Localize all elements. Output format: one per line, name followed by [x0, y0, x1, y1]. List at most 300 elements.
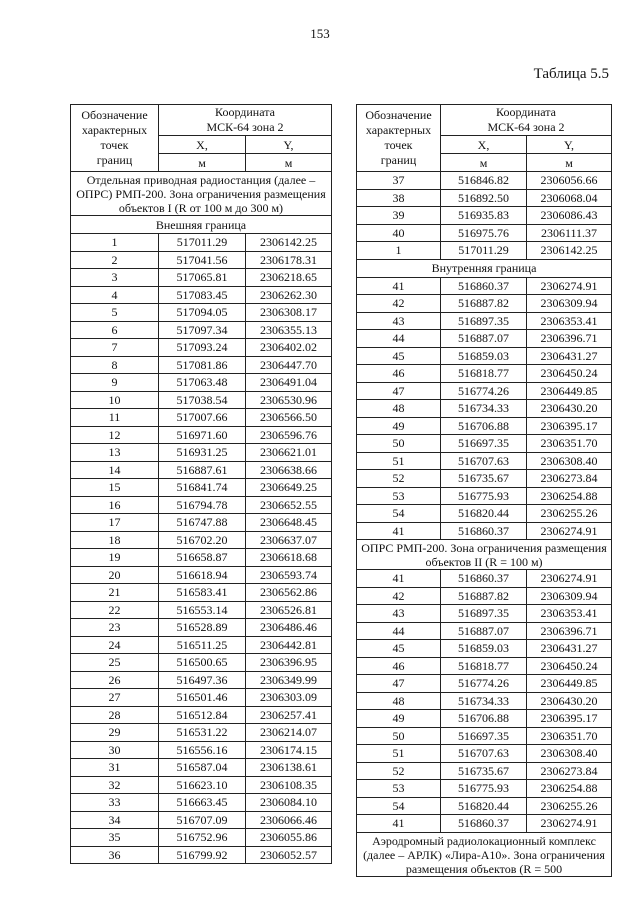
- y-coordinate-cell: 2306449.85: [527, 382, 612, 400]
- x-coordinate-cell: 516860.37: [441, 522, 527, 540]
- table-row: [357, 780, 612, 798]
- point-id-cell: 40: [357, 224, 441, 242]
- point-id-cell: 17: [71, 514, 159, 532]
- point-id-cell: 23: [71, 619, 159, 637]
- table-row: [71, 269, 332, 287]
- point-id-cell: 42: [357, 295, 441, 313]
- y-coordinate-cell: 2306355.13: [246, 321, 332, 339]
- x-coordinate-cell: 516892.50: [441, 189, 527, 207]
- x-coordinate-cell: 516618.94: [159, 566, 246, 584]
- section-title: Отдельная приводная радиостанция (далее – ОПРС) РМП-200. Зона ограничения размещения объектов I (R от 100 м до 300 м): [71, 172, 332, 216]
- point-id-cell: 30: [71, 741, 159, 759]
- y-header: Y,: [527, 136, 612, 154]
- y-coordinate-cell: 2306142.25: [246, 234, 332, 252]
- point-id-cell: 16: [71, 496, 159, 514]
- table-row: [71, 636, 332, 654]
- table-row: [71, 846, 332, 864]
- y-coordinate-cell: 2306596.76: [246, 426, 332, 444]
- x-coordinate-cell: 516799.92: [159, 846, 246, 864]
- table-row: [357, 522, 612, 540]
- table-row: [71, 409, 332, 427]
- table-row: [71, 234, 332, 252]
- point-id-cell: 47: [357, 675, 441, 693]
- table-row: [357, 710, 612, 728]
- x-coordinate-cell: 516702.20: [159, 531, 246, 549]
- x-coordinate-cell: 516935.83: [441, 207, 527, 225]
- table-row: [357, 605, 612, 623]
- x-coordinate-cell: 516887.07: [441, 330, 527, 348]
- x-coordinate-cell: 516846.82: [441, 172, 527, 190]
- point-id-cell: 7: [71, 339, 159, 357]
- y-coordinate-cell: 2306442.81: [246, 636, 332, 654]
- x-coordinate-cell: 516775.93: [441, 780, 527, 798]
- table-row: [357, 452, 612, 470]
- y-coordinate-cell: 2306056.66: [527, 172, 612, 190]
- table-row: [357, 622, 612, 640]
- y-coordinate-cell: 2306621.01: [246, 444, 332, 462]
- point-id-cell: 2: [71, 251, 159, 269]
- table-row: [357, 347, 612, 365]
- y-coordinate-cell: 2306449.85: [527, 675, 612, 693]
- point-id-cell: 24: [71, 636, 159, 654]
- y-coordinate-cell: 2306309.94: [527, 587, 612, 605]
- point-id-cell: 6: [71, 321, 159, 339]
- y-coordinate-cell: 2306450.24: [527, 657, 612, 675]
- table-row: [357, 745, 612, 763]
- table-row: [71, 776, 332, 794]
- point-id-cell: 3: [71, 269, 159, 287]
- point-id-cell: 45: [357, 640, 441, 658]
- table-row: [357, 487, 612, 505]
- point-id-cell: 41: [357, 570, 441, 588]
- table-row: [357, 692, 612, 710]
- table-row: [357, 762, 612, 780]
- point-id-cell: 48: [357, 692, 441, 710]
- table-row: [357, 382, 612, 400]
- x-coordinate-cell: 516663.45: [159, 794, 246, 812]
- y-coordinate-cell: 2306431.27: [527, 640, 612, 658]
- point-id-cell: 11: [71, 409, 159, 427]
- table-row: [357, 417, 612, 435]
- point-id-cell: 52: [357, 470, 441, 488]
- x-coordinate-cell: 517011.29: [441, 242, 527, 260]
- x-coordinate-cell: 516860.37: [441, 815, 527, 833]
- x-coordinate-cell: 516707.09: [159, 811, 246, 829]
- x-coordinate-cell: 516775.93: [441, 487, 527, 505]
- x-coordinate-cell: 516658.87: [159, 549, 246, 567]
- y-coordinate-cell: 2306395.17: [527, 417, 612, 435]
- point-id-cell: 26: [71, 671, 159, 689]
- y-coordinate-cell: 2306396.71: [527, 622, 612, 640]
- y-coordinate-cell: 2306254.88: [527, 780, 612, 798]
- point-id-cell: 15: [71, 479, 159, 497]
- point-id-cell: 12: [71, 426, 159, 444]
- y-coordinate-cell: 2306353.41: [527, 312, 612, 330]
- x-coordinate-cell: 516971.60: [159, 426, 246, 444]
- y-coordinate-cell: 2306274.91: [527, 522, 612, 540]
- y-coordinate-cell: 2306530.96: [246, 391, 332, 409]
- table-row: [71, 531, 332, 549]
- table-row: [357, 657, 612, 675]
- x-coordinate-cell: 516774.26: [441, 382, 527, 400]
- x-coordinate-cell: 516735.67: [441, 470, 527, 488]
- point-id-cell: 50: [357, 435, 441, 453]
- y-coordinate-cell: 2306430.20: [527, 692, 612, 710]
- y-coordinate-cell: 2306450.24: [527, 365, 612, 383]
- table-row: [71, 304, 332, 322]
- point-id-cell: 39: [357, 207, 441, 225]
- point-id-cell: 54: [357, 797, 441, 815]
- table-row: [71, 426, 332, 444]
- table-row: [71, 741, 332, 759]
- y-coordinate-cell: 2306066.46: [246, 811, 332, 829]
- table-row: [357, 505, 612, 523]
- x-coordinate-cell: 516818.77: [441, 657, 527, 675]
- point-id-cell: 31: [71, 759, 159, 777]
- point-id-cell: 20: [71, 566, 159, 584]
- table-row: [71, 286, 332, 304]
- point-id-cell: 4: [71, 286, 159, 304]
- table-row: [357, 365, 612, 383]
- table-row: [71, 374, 332, 392]
- x-coordinate-cell: 517065.81: [159, 269, 246, 287]
- x-header: X,: [159, 136, 246, 154]
- point-id-cell: 51: [357, 452, 441, 470]
- y-coordinate-cell: 2306486.46: [246, 619, 332, 637]
- y-coordinate-cell: 2306142.25: [527, 242, 612, 260]
- point-id-cell: 22: [71, 601, 159, 619]
- point-id-cell: 27: [71, 689, 159, 707]
- y-coordinate-cell: 2306652.55: [246, 496, 332, 514]
- x-coordinate-cell: 516707.63: [441, 745, 527, 763]
- table-row: [357, 295, 612, 313]
- x-coordinate-cell: 516697.35: [441, 435, 527, 453]
- table-row: [71, 601, 332, 619]
- x-coordinate-cell: 516531.22: [159, 724, 246, 742]
- point-id-cell: 38: [357, 189, 441, 207]
- x-coordinate-cell: 517007.66: [159, 409, 246, 427]
- y-header: Y,: [246, 136, 332, 154]
- coordinate-header: Координата МСК-64 зона 2: [159, 105, 332, 136]
- x-coordinate-cell: 516511.25: [159, 636, 246, 654]
- y-coordinate-cell: 2306431.27: [527, 347, 612, 365]
- table-row: [71, 566, 332, 584]
- x-coordinate-cell: 516887.82: [441, 587, 527, 605]
- table-row: [71, 671, 332, 689]
- x-coordinate-cell: 516887.07: [441, 622, 527, 640]
- y-coordinate-cell: 2306308.40: [527, 452, 612, 470]
- point-id-cell: 10: [71, 391, 159, 409]
- x-coordinate-cell: 516859.03: [441, 640, 527, 658]
- y-coordinate-cell: 2306254.88: [527, 487, 612, 505]
- point-id-cell: 32: [71, 776, 159, 794]
- x-coordinate-cell: 517093.24: [159, 339, 246, 357]
- x-coordinate-cell: 516752.96: [159, 829, 246, 847]
- point-id-cell: 33: [71, 794, 159, 812]
- table-row: [357, 242, 612, 260]
- y-coordinate-cell: 2306396.71: [527, 330, 612, 348]
- table-row: [357, 470, 612, 488]
- subsection-title: Внешняя граница: [71, 216, 332, 234]
- designation-header: Обозначение характерных точек границ: [357, 105, 441, 172]
- table-row: [71, 356, 332, 374]
- x-coordinate-cell: 516774.26: [441, 675, 527, 693]
- point-id-cell: 50: [357, 727, 441, 745]
- x-coordinate-cell: 516859.03: [441, 347, 527, 365]
- arlk-title: Аэродромный радиолокационный комплекс (далее – АРЛК) «Лира-А10». Зона ограничения размещения объектов (R = 500: [357, 832, 612, 876]
- x-coordinate-cell: 516820.44: [441, 797, 527, 815]
- table-row: [357, 189, 612, 207]
- y-coordinate-cell: 2306273.84: [527, 470, 612, 488]
- y-coordinate-cell: 2306402.02: [246, 339, 332, 357]
- x-coordinate-cell: 516706.88: [441, 710, 527, 728]
- y-coordinate-cell: 2306257.41: [246, 706, 332, 724]
- x-coordinate-cell: 516931.25: [159, 444, 246, 462]
- table-row: [71, 706, 332, 724]
- x-coordinate-cell: 516707.63: [441, 452, 527, 470]
- y-coordinate-cell: 2306255.26: [527, 505, 612, 523]
- point-id-cell: 49: [357, 417, 441, 435]
- table-row: [71, 391, 332, 409]
- table-row: [357, 400, 612, 418]
- point-id-cell: 18: [71, 531, 159, 549]
- x-coordinate-cell: 516860.37: [441, 570, 527, 588]
- y-coordinate-cell: 2306491.04: [246, 374, 332, 392]
- point-id-cell: 48: [357, 400, 441, 418]
- table-row: [71, 619, 332, 637]
- x-coordinate-cell: 516623.10: [159, 776, 246, 794]
- table-row: [357, 277, 612, 295]
- point-id-cell: 37: [357, 172, 441, 190]
- x-coordinate-cell: 517081.86: [159, 356, 246, 374]
- y-coordinate-cell: 2306308.17: [246, 304, 332, 322]
- y-unit: м: [527, 154, 612, 172]
- y-coordinate-cell: 2306351.70: [527, 727, 612, 745]
- table-row: [71, 461, 332, 479]
- y-coordinate-cell: 2306593.74: [246, 566, 332, 584]
- y-coordinate-cell: 2306108.35: [246, 776, 332, 794]
- y-coordinate-cell: 2306396.95: [246, 654, 332, 672]
- x-coordinate-cell: 516553.14: [159, 601, 246, 619]
- x-coordinate-cell: 516497.36: [159, 671, 246, 689]
- point-id-cell: 13: [71, 444, 159, 462]
- table-row: [71, 811, 332, 829]
- y-coordinate-cell: 2306562.86: [246, 584, 332, 602]
- point-id-cell: 19: [71, 549, 159, 567]
- table-row: [357, 224, 612, 242]
- table-row: [71, 479, 332, 497]
- x-coordinate-cell: 517038.54: [159, 391, 246, 409]
- table-row: [357, 675, 612, 693]
- table-row: [71, 724, 332, 742]
- point-id-cell: 49: [357, 710, 441, 728]
- x-coordinate-cell: 517063.48: [159, 374, 246, 392]
- point-id-cell: 53: [357, 487, 441, 505]
- y-coordinate-cell: 2306638.66: [246, 461, 332, 479]
- coordinates-table-left: [70, 104, 332, 864]
- table-row: [357, 640, 612, 658]
- point-id-cell: 35: [71, 829, 159, 847]
- point-id-cell: 36: [71, 846, 159, 864]
- x-coordinate-cell: 516747.88: [159, 514, 246, 532]
- table-row: [71, 251, 332, 269]
- y-coordinate-cell: 2306526.81: [246, 601, 332, 619]
- x-coordinate-cell: 516528.89: [159, 619, 246, 637]
- point-id-cell: 1: [71, 234, 159, 252]
- y-coordinate-cell: 2306274.91: [527, 570, 612, 588]
- point-id-cell: 29: [71, 724, 159, 742]
- x-unit: м: [441, 154, 527, 172]
- x-coordinate-cell: 517041.56: [159, 251, 246, 269]
- point-id-cell: 43: [357, 605, 441, 623]
- x-coordinate-cell: 516975.76: [441, 224, 527, 242]
- x-coordinate-cell: 517083.45: [159, 286, 246, 304]
- y-coordinate-cell: 2306255.26: [527, 797, 612, 815]
- table-row: [357, 330, 612, 348]
- x-coordinate-cell: 516794.78: [159, 496, 246, 514]
- y-coordinate-cell: 2306637.07: [246, 531, 332, 549]
- y-coordinate-cell: 2306274.91: [527, 815, 612, 833]
- table-row: [71, 584, 332, 602]
- x-coordinate-cell: 516897.35: [441, 312, 527, 330]
- y-coordinate-cell: 2306353.41: [527, 605, 612, 623]
- x-coordinate-cell: 516820.44: [441, 505, 527, 523]
- point-id-cell: 52: [357, 762, 441, 780]
- table-row: [357, 815, 612, 833]
- x-coordinate-cell: 516887.82: [441, 295, 527, 313]
- y-coordinate-cell: 2306262.30: [246, 286, 332, 304]
- y-coordinate-cell: 2306052.57: [246, 846, 332, 864]
- point-id-cell: 14: [71, 461, 159, 479]
- table-row: [71, 829, 332, 847]
- table-title: Таблица 5.5: [533, 66, 609, 82]
- y-coordinate-cell: 2306618.68: [246, 549, 332, 567]
- point-id-cell: 5: [71, 304, 159, 322]
- y-coordinate-cell: 2306309.94: [527, 295, 612, 313]
- x-coordinate-cell: 517094.05: [159, 304, 246, 322]
- y-coordinate-cell: 2306214.07: [246, 724, 332, 742]
- y-coordinate-cell: 2306308.40: [527, 745, 612, 763]
- y-coordinate-cell: 2306138.61: [246, 759, 332, 777]
- point-id-cell: 44: [357, 330, 441, 348]
- table-row: [71, 654, 332, 672]
- point-id-cell: 46: [357, 657, 441, 675]
- point-id-cell: 34: [71, 811, 159, 829]
- y-coordinate-cell: 2306273.84: [527, 762, 612, 780]
- table-row: [71, 444, 332, 462]
- table-row: [71, 321, 332, 339]
- zone2-title: ОПРС РМП-200. Зона ограничения размещения объектов II (R = 100 м): [357, 540, 612, 570]
- y-unit: м: [246, 154, 332, 172]
- point-id-cell: 54: [357, 505, 441, 523]
- y-coordinate-cell: 2306055.86: [246, 829, 332, 847]
- x-coordinate-cell: 516500.65: [159, 654, 246, 672]
- table-row: [357, 797, 612, 815]
- x-coordinate-cell: 516556.16: [159, 741, 246, 759]
- y-coordinate-cell: 2306068.04: [527, 189, 612, 207]
- y-coordinate-cell: 2306566.50: [246, 409, 332, 427]
- table-row: [71, 689, 332, 707]
- table-row: [357, 172, 612, 190]
- point-id-cell: 41: [357, 815, 441, 833]
- page-number: 153: [310, 26, 330, 41]
- table-row: [357, 312, 612, 330]
- table-row: [357, 435, 612, 453]
- x-coordinate-cell: 517097.34: [159, 321, 246, 339]
- x-coordinate-cell: 516734.33: [441, 400, 527, 418]
- x-coordinate-cell: 516735.67: [441, 762, 527, 780]
- x-header: X,: [441, 136, 527, 154]
- x-unit: м: [159, 154, 246, 172]
- y-coordinate-cell: 2306649.25: [246, 479, 332, 497]
- x-coordinate-cell: 516860.37: [441, 277, 527, 295]
- point-id-cell: 53: [357, 780, 441, 798]
- x-coordinate-cell: 516897.35: [441, 605, 527, 623]
- y-coordinate-cell: 2306447.70: [246, 356, 332, 374]
- point-id-cell: 47: [357, 382, 441, 400]
- y-coordinate-cell: 2306395.17: [527, 710, 612, 728]
- point-id-cell: 25: [71, 654, 159, 672]
- coordinates-table-right: [356, 104, 612, 877]
- point-id-cell: 41: [357, 522, 441, 540]
- x-coordinate-cell: 516887.61: [159, 461, 246, 479]
- x-coordinate-cell: 516841.74: [159, 479, 246, 497]
- y-coordinate-cell: 2306084.10: [246, 794, 332, 812]
- table-row: [71, 759, 332, 777]
- x-coordinate-cell: 516706.88: [441, 417, 527, 435]
- table-row: [357, 570, 612, 588]
- y-coordinate-cell: 2306178.31: [246, 251, 332, 269]
- designation-header: Обозначение характерных точек границ: [71, 105, 159, 172]
- table-row: [357, 727, 612, 745]
- y-coordinate-cell: 2306174.15: [246, 741, 332, 759]
- point-id-cell: 45: [357, 347, 441, 365]
- x-coordinate-cell: 516583.41: [159, 584, 246, 602]
- point-id-cell: 46: [357, 365, 441, 383]
- point-id-cell: 43: [357, 312, 441, 330]
- x-coordinate-cell: 517011.29: [159, 234, 246, 252]
- coordinate-header: Координата МСК-64 зона 2: [441, 105, 612, 136]
- point-id-cell: 44: [357, 622, 441, 640]
- y-coordinate-cell: 2306430.20: [527, 400, 612, 418]
- x-coordinate-cell: 516501.46: [159, 689, 246, 707]
- point-id-cell: 21: [71, 584, 159, 602]
- y-coordinate-cell: 2306648.45: [246, 514, 332, 532]
- point-id-cell: 42: [357, 587, 441, 605]
- table-row: [71, 514, 332, 532]
- x-coordinate-cell: 516697.35: [441, 727, 527, 745]
- y-coordinate-cell: 2306086.43: [527, 207, 612, 225]
- point-id-cell: 51: [357, 745, 441, 763]
- y-coordinate-cell: 2306303.09: [246, 689, 332, 707]
- y-coordinate-cell: 2306111.37: [527, 224, 612, 242]
- point-id-cell: 41: [357, 277, 441, 295]
- inner-boundary-title: Внутренняя граница: [357, 259, 612, 277]
- y-coordinate-cell: 2306218.65: [246, 269, 332, 287]
- point-id-cell: 1: [357, 242, 441, 260]
- point-id-cell: 8: [71, 356, 159, 374]
- x-coordinate-cell: 516734.33: [441, 692, 527, 710]
- table-row: [357, 587, 612, 605]
- table-row: [357, 207, 612, 225]
- x-coordinate-cell: 516587.04: [159, 759, 246, 777]
- y-coordinate-cell: 2306349.99: [246, 671, 332, 689]
- point-id-cell: 9: [71, 374, 159, 392]
- y-coordinate-cell: 2306351.70: [527, 435, 612, 453]
- x-coordinate-cell: 516818.77: [441, 365, 527, 383]
- table-row: [71, 549, 332, 567]
- table-row: [71, 794, 332, 812]
